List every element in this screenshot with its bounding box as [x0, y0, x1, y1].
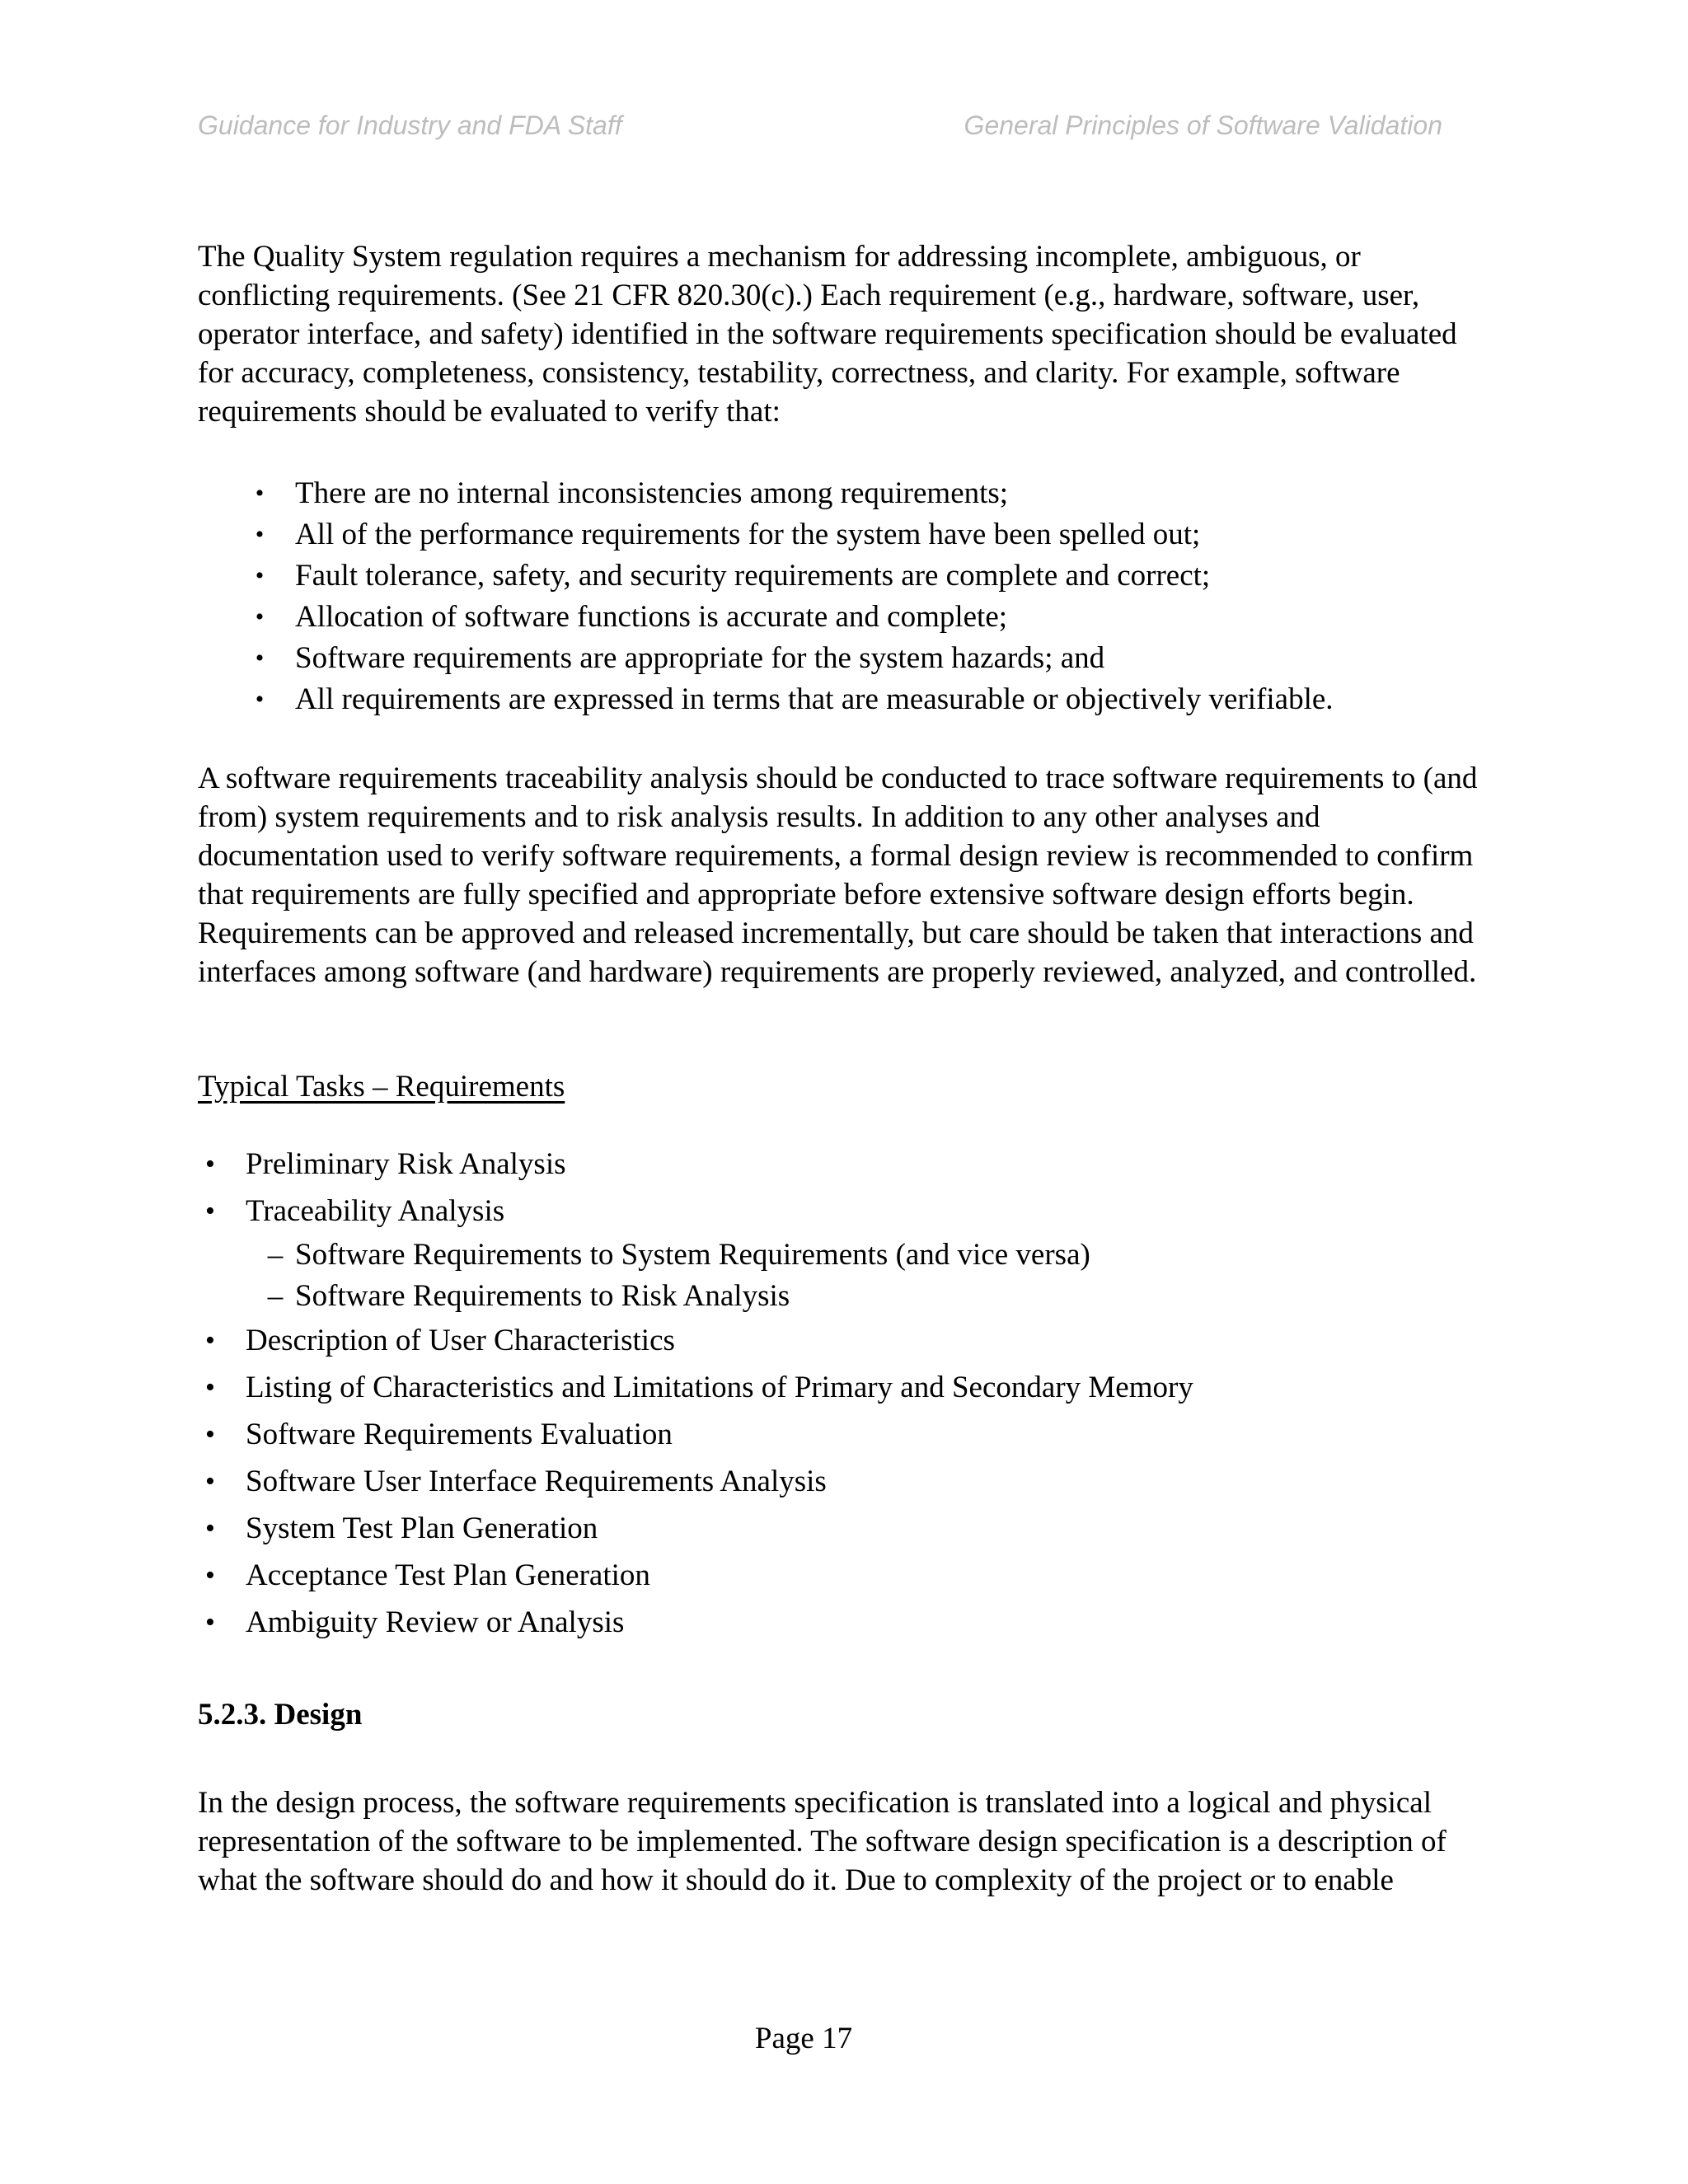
task-item-text: Acceptance Test Plan Generation — [246, 1558, 650, 1592]
bullet-icon: • — [255, 686, 265, 713]
task-item-text: Ambiguity Review or Analysis — [246, 1605, 625, 1639]
running-header — [198, 110, 1442, 147]
bullet-icon: • — [255, 562, 265, 589]
list-item — [247, 679, 1484, 720]
list-item — [247, 473, 1484, 514]
bullet-icon: • — [205, 1196, 215, 1226]
list-item-text: There are no internal inconsistencies among requirements; — [295, 476, 1009, 510]
page-body — [198, 237, 1484, 1900]
task-item — [198, 1317, 1484, 1364]
list-item-text: All of the performance requirements for the system have been spelled out; — [295, 518, 1201, 551]
task-item — [198, 1505, 1484, 1552]
bullet-icon: • — [205, 1513, 215, 1544]
typical-tasks-title: Typical Tasks – Requirements — [198, 1070, 565, 1104]
list-item-text: Fault tolerance, safety, and security requirements are complete and correct; — [295, 559, 1211, 593]
task-item-text: Description of User Characteristics — [246, 1324, 675, 1357]
header-document-title: Guidance for Industry and FDA Staff — [198, 110, 622, 140]
bullet-icon: • — [205, 1372, 215, 1403]
list-item-text: All requirements are expressed in terms that are measurable or objectively verifiable. — [295, 682, 1334, 716]
typical-tasks-list — [198, 1141, 1484, 1646]
list-item — [247, 597, 1484, 638]
dash-icon: – — [267, 1238, 284, 1272]
page-number: Page 17 — [754, 2022, 853, 2055]
header-document-subject: General Principles of Software Validation — [964, 110, 1442, 140]
list-item — [247, 555, 1484, 597]
task-item — [198, 1599, 1484, 1646]
paragraph-quality-system: The Quality System regulation requires a mechanism for addressing incomplete, ambiguous, or conflicting requirements. (See 21 CFR 820.30(c).) Each requirement (e.g., hardware, software, user, operator interface, and safety) identified in the software requirements specification should be evaluated for accuracy, completeness, consistency, testability, correctness, and clarity. For example, software requirements should be evaluated to verify that: — [198, 240, 1457, 429]
bullet-icon: • — [255, 603, 265, 630]
task-item — [198, 1458, 1484, 1505]
task-subitem-text: Software Requirements to Risk Analysis — [295, 1279, 790, 1313]
list-item — [247, 514, 1484, 555]
task-item-text: Software Requirements Evaluation — [246, 1418, 673, 1451]
paragraph-traceability: A software requirements traceability analysis should be conducted to trace software requirements to (and from) system requirements and to risk analysis results. In addition to any other analyses and documentation used to verify software requirements, a formal design review is recommended to confirm that requirements are fully specified and appropriate before extensive software design efforts begin. Requirements can be approved and released incrementally, but care should be taken that interactions and interfaces among software (and hardware) requirements are properly reviewed, analyzed, and controlled. — [198, 762, 1478, 989]
bullet-icon: • — [205, 1419, 215, 1450]
task-item — [198, 1188, 1484, 1235]
bullet-icon: • — [205, 1149, 215, 1179]
task-item — [198, 1141, 1484, 1188]
task-item-text: Traceability Analysis — [246, 1194, 505, 1228]
task-item — [198, 1364, 1484, 1411]
task-item-text: Software User Interface Requirements Analysis — [246, 1465, 827, 1498]
bullet-icon: • — [255, 521, 265, 548]
bullet-icon: • — [205, 1325, 215, 1356]
list-item-text: Software requirements are appropriate for the system hazards; and — [295, 641, 1105, 675]
paragraph-design-process: In the design process, the software requirements specification is translated into a logical and physical representation of the software to be implemented. The software design specification is a description of what the software should do and how it should do it. Due to complexity of the project or to enable — [198, 1786, 1447, 1897]
task-item-text: System Test Plan Generation — [246, 1511, 598, 1545]
section-heading-design: 5.2.3. Design — [198, 1698, 363, 1732]
dash-icon: – — [267, 1279, 284, 1313]
bullet-icon: • — [205, 1466, 215, 1497]
verify-list — [247, 473, 1484, 720]
task-item-text: Listing of Characteristics and Limitations of Primary and Secondary Memory — [246, 1371, 1193, 1404]
list-item — [247, 638, 1484, 679]
task-item — [198, 1552, 1484, 1599]
bullet-icon: • — [255, 480, 265, 507]
task-subitem — [198, 1235, 1484, 1276]
list-item-text: Allocation of software functions is accurate and complete; — [295, 600, 1008, 634]
bullet-icon: • — [205, 1560, 215, 1591]
task-subitem-text: Software Requirements to System Requirements (and vice versa) — [295, 1238, 1090, 1272]
bullet-icon: • — [205, 1607, 215, 1638]
bullet-icon: • — [255, 644, 265, 672]
task-subitem — [198, 1276, 1484, 1317]
task-item-text: Preliminary Risk Analysis — [246, 1147, 566, 1181]
task-item — [198, 1411, 1484, 1458]
